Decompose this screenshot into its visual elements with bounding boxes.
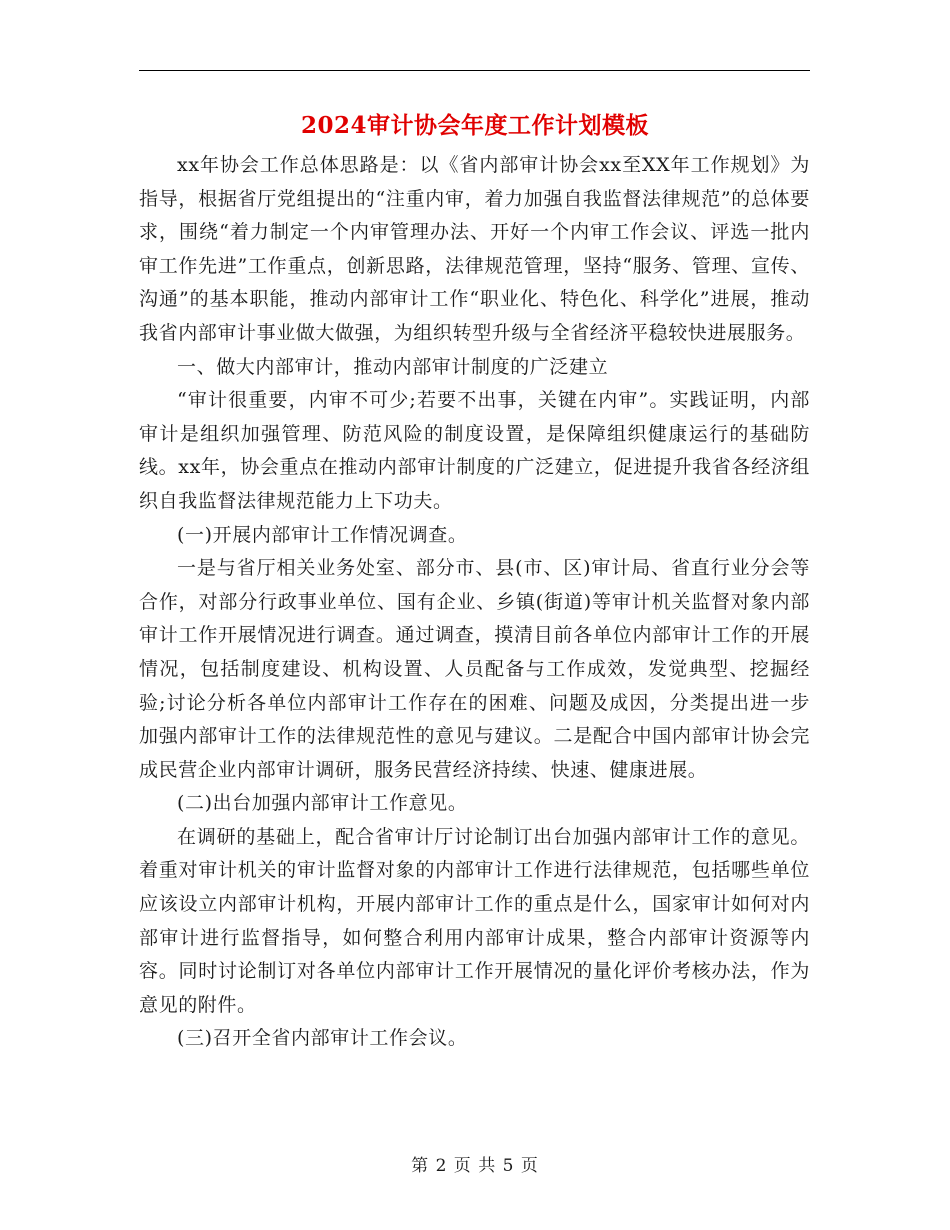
document-title: 2024审计协会年度工作计划模板 — [300, 112, 649, 139]
paragraph-audit-importance: “审计很重要，内审不可少;若要不出事，关键在内审”。实践证明，内部审计是组织加强管理、防范风险的制度设置，是保障组织健康运行的基础防线。xx年，协会重点在推动内部审计制度的广泛建立，促进提升我省各经济组织自我监督法律规范能力上下功夫。 — [139, 389, 810, 512]
paragraph-opinion: 在调研的基础上，配合省审计厅讨论制订出台加强内部审计工作的意见。着重对审计机关的审计监督对象的内部审计工作进行法律规范，包括哪些单位应该设立内部审计机构，开展内部审计工作的重点是什么，国家审计如何对内部审计进行监督指导，如何整合利用内部审计成果，整合内部审计资源等内容。同时讨论制订对各单位内部审计工作开展情况的量化评价考核办法，作为意见的附件。 — [139, 825, 810, 1016]
subsection-heading-3: (三)召开全省内部审计工作会议。 — [177, 1027, 468, 1050]
header-rule — [139, 70, 810, 71]
subsection-heading-1: (一)开展内部审计工作情况调查。 — [177, 523, 468, 546]
page-number-footer: 第 2 页 共 5 页 — [411, 1156, 539, 1176]
document-body — [139, 149, 810, 1056]
section-heading-1: 一、做大内部审计，推动内部审计制度的广泛建立 — [177, 355, 609, 378]
subsection-heading-2: (二)出台加强内部审计工作意见。 — [177, 792, 468, 815]
paragraph-overall-approach: xx年协会工作总体思路是：以《省内部审计协会xx至XX年工作规划》为指导，根据省厅党组提出的“注重内审，着力加强自我监督法律规范”的总体要求，围绕“着力制定一个内审管理办法、开好一个内审工作会议、评选一批内审工作先进”工作重点，创新思路，法律规范管理，坚持“服务、管理、宣传、沟通”的基本职能，推动内部审计工作“职业化、特色化、科学化”进展，推动我省内部审计事业做大做强，为组织转型升级与全省经济平稳较快进展服务。 — [139, 154, 810, 344]
paragraph-survey: 一是与省厅相关业务处室、部分市、县(市、区)审计局、省直行业分会等合作，对部分行政事业单位、国有企业、乡镇(街道)等审计机关监督对象内部审计工作开展情况进行调查。通过调查，摸清目前各单位内部审计工作的开展情况，包括制度建设、机构设置、人员配备与工作成效，发觉典型、挖掘经验;讨论分析各单位内部审计工作存在的困难、问题及成因，分类提出进一步加强内部审计工作的法律规范性的意见与建议。二是配合中国内部审计协会完成民营企业内部审计调研，服务民营经济持续、快速、健康进展。 — [139, 557, 810, 781]
